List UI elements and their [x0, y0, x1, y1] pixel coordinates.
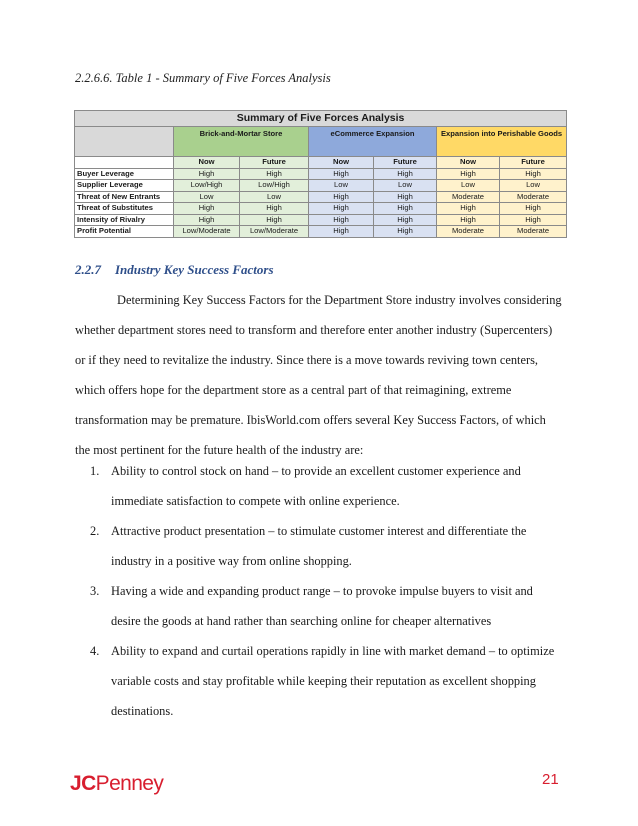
table-cell: High	[240, 203, 309, 215]
table-cell: Low	[174, 191, 240, 203]
table-cell: Low	[374, 180, 437, 192]
subheader-now: Now	[174, 157, 240, 169]
table-cell: High	[309, 168, 374, 180]
table-cell: High	[374, 203, 437, 215]
paragraph-line: Determining Key Success Factors for the Department Store industry involves considering	[117, 293, 562, 307]
jcpenney-logo	[70, 772, 163, 796]
key-success-factors-list	[75, 456, 565, 726]
list-item	[75, 636, 565, 726]
list-number: 1.	[90, 464, 100, 478]
table-cell: Low	[500, 180, 567, 192]
subheader-now: Now	[437, 157, 500, 169]
table-cell: High	[374, 191, 437, 203]
table-cell: High	[437, 214, 500, 226]
table-cell: High	[500, 214, 567, 226]
subheader-future: Future	[374, 157, 437, 169]
table-cell: High	[309, 214, 374, 226]
list-number: 3.	[90, 584, 100, 598]
list-item	[75, 456, 565, 516]
table-cell: Moderate	[437, 191, 500, 203]
row-label: Supplier Leverage	[75, 180, 174, 192]
table-cell: High	[309, 226, 374, 238]
section-title: Industry Key Success Factors	[115, 262, 274, 277]
table-cell: High	[374, 168, 437, 180]
table-cell: Moderate	[500, 226, 567, 238]
table-row	[75, 191, 567, 203]
list-number: 4.	[90, 644, 100, 658]
table-title: Summary of Five Forces Analysis	[75, 111, 567, 127]
table-cell: Low	[437, 180, 500, 192]
table-cell: High	[309, 203, 374, 215]
table-cell: High	[174, 203, 240, 215]
subheader-now: Now	[309, 157, 374, 169]
table-cell: High	[240, 214, 309, 226]
table-cell: Low	[309, 180, 374, 192]
paragraph-line: the most pertinent for the future health of the industry are:	[75, 443, 364, 457]
row-label: Intensity of Rivalry	[75, 214, 174, 226]
table-cell: Low/High	[174, 180, 240, 192]
section-number: 2.2.7	[75, 262, 101, 277]
table-cell: Moderate	[437, 226, 500, 238]
group-header-perishable: Expansion into Perishable Goods	[437, 127, 567, 157]
subheader-future: Future	[240, 157, 309, 169]
table-row	[75, 168, 567, 180]
table-row	[75, 203, 567, 215]
paragraph-line: whether department stores need to transform and therefore enter another industry (Supercenters)	[75, 323, 553, 337]
table-cell: High	[437, 203, 500, 215]
table-row	[75, 226, 567, 238]
list-text: industry in a positive way from online shopping.	[111, 554, 352, 568]
table-cell: High	[309, 191, 374, 203]
list-text: destinations.	[111, 704, 174, 718]
group-header-blank	[75, 127, 174, 157]
five-forces-table	[74, 110, 567, 238]
table-cell: High	[174, 214, 240, 226]
table-cell: Low/Moderate	[174, 226, 240, 238]
list-text: Attractive product presentation – to stimulate customer interest and differentiate the	[111, 524, 527, 538]
section-heading	[75, 262, 274, 278]
table-cell: Moderate	[500, 191, 567, 203]
table-caption: 2.2.6.6. Table 1 - Summary of Five Forces Analysis	[75, 71, 331, 85]
body-paragraph	[75, 285, 565, 465]
paragraph-line: or if they need to revitalize the industry. Since there is a move towards reviving town centers,	[75, 353, 539, 367]
table-cell: High	[374, 226, 437, 238]
group-header-brick: Brick-and-Mortar Store	[174, 127, 309, 157]
table-cell: Low/Moderate	[240, 226, 309, 238]
group-header-ecommerce: eCommerce Expansion	[309, 127, 437, 157]
list-text: desire the goods at hand rather than searching online for cheaper alternatives	[111, 614, 492, 628]
list-text: Ability to expand and curtail operations rapidly in line with market demand – to optimize	[111, 644, 555, 658]
table-cell: High	[174, 168, 240, 180]
subheader-blank	[75, 157, 174, 169]
row-label: Profit Potential	[75, 226, 174, 238]
row-label: Threat of Substitutes	[75, 203, 174, 215]
list-text: Ability to control stock on hand – to provide an excellent customer experience and	[111, 464, 521, 478]
list-text: Having a wide and expanding product range – to provoke impulse buyers to visit and	[111, 584, 533, 598]
table-cell: High	[374, 214, 437, 226]
table-cell: Low	[240, 191, 309, 203]
paragraph-line: which offers hope for the department store as a central part of that reimagining, extreme	[75, 383, 512, 397]
subheader-future: Future	[500, 157, 567, 169]
logo-jc: JC	[70, 772, 96, 795]
list-item	[75, 516, 565, 576]
table-row	[75, 214, 567, 226]
table-cell: Low/High	[240, 180, 309, 192]
list-item	[75, 576, 565, 636]
paragraph-line: transformation may be premature. IbisWorld.com offers several Key Success Factors, of which	[75, 413, 546, 427]
table-cell: High	[437, 168, 500, 180]
list-text: immediate satisfaction to compete with online experience.	[111, 494, 400, 508]
table-cell: High	[500, 203, 567, 215]
table-row	[75, 180, 567, 192]
list-number: 2.	[90, 524, 100, 538]
list-text: variable costs and stay profitable while keeping their reputation as excellent shopping	[111, 674, 536, 688]
page-number: 21	[542, 771, 559, 788]
row-label: Buyer Leverage	[75, 168, 174, 180]
table-cell: High	[500, 168, 567, 180]
logo-penney: Penney	[95, 772, 164, 795]
table-cell: High	[240, 168, 309, 180]
row-label: Threat of New Entrants	[75, 191, 174, 203]
